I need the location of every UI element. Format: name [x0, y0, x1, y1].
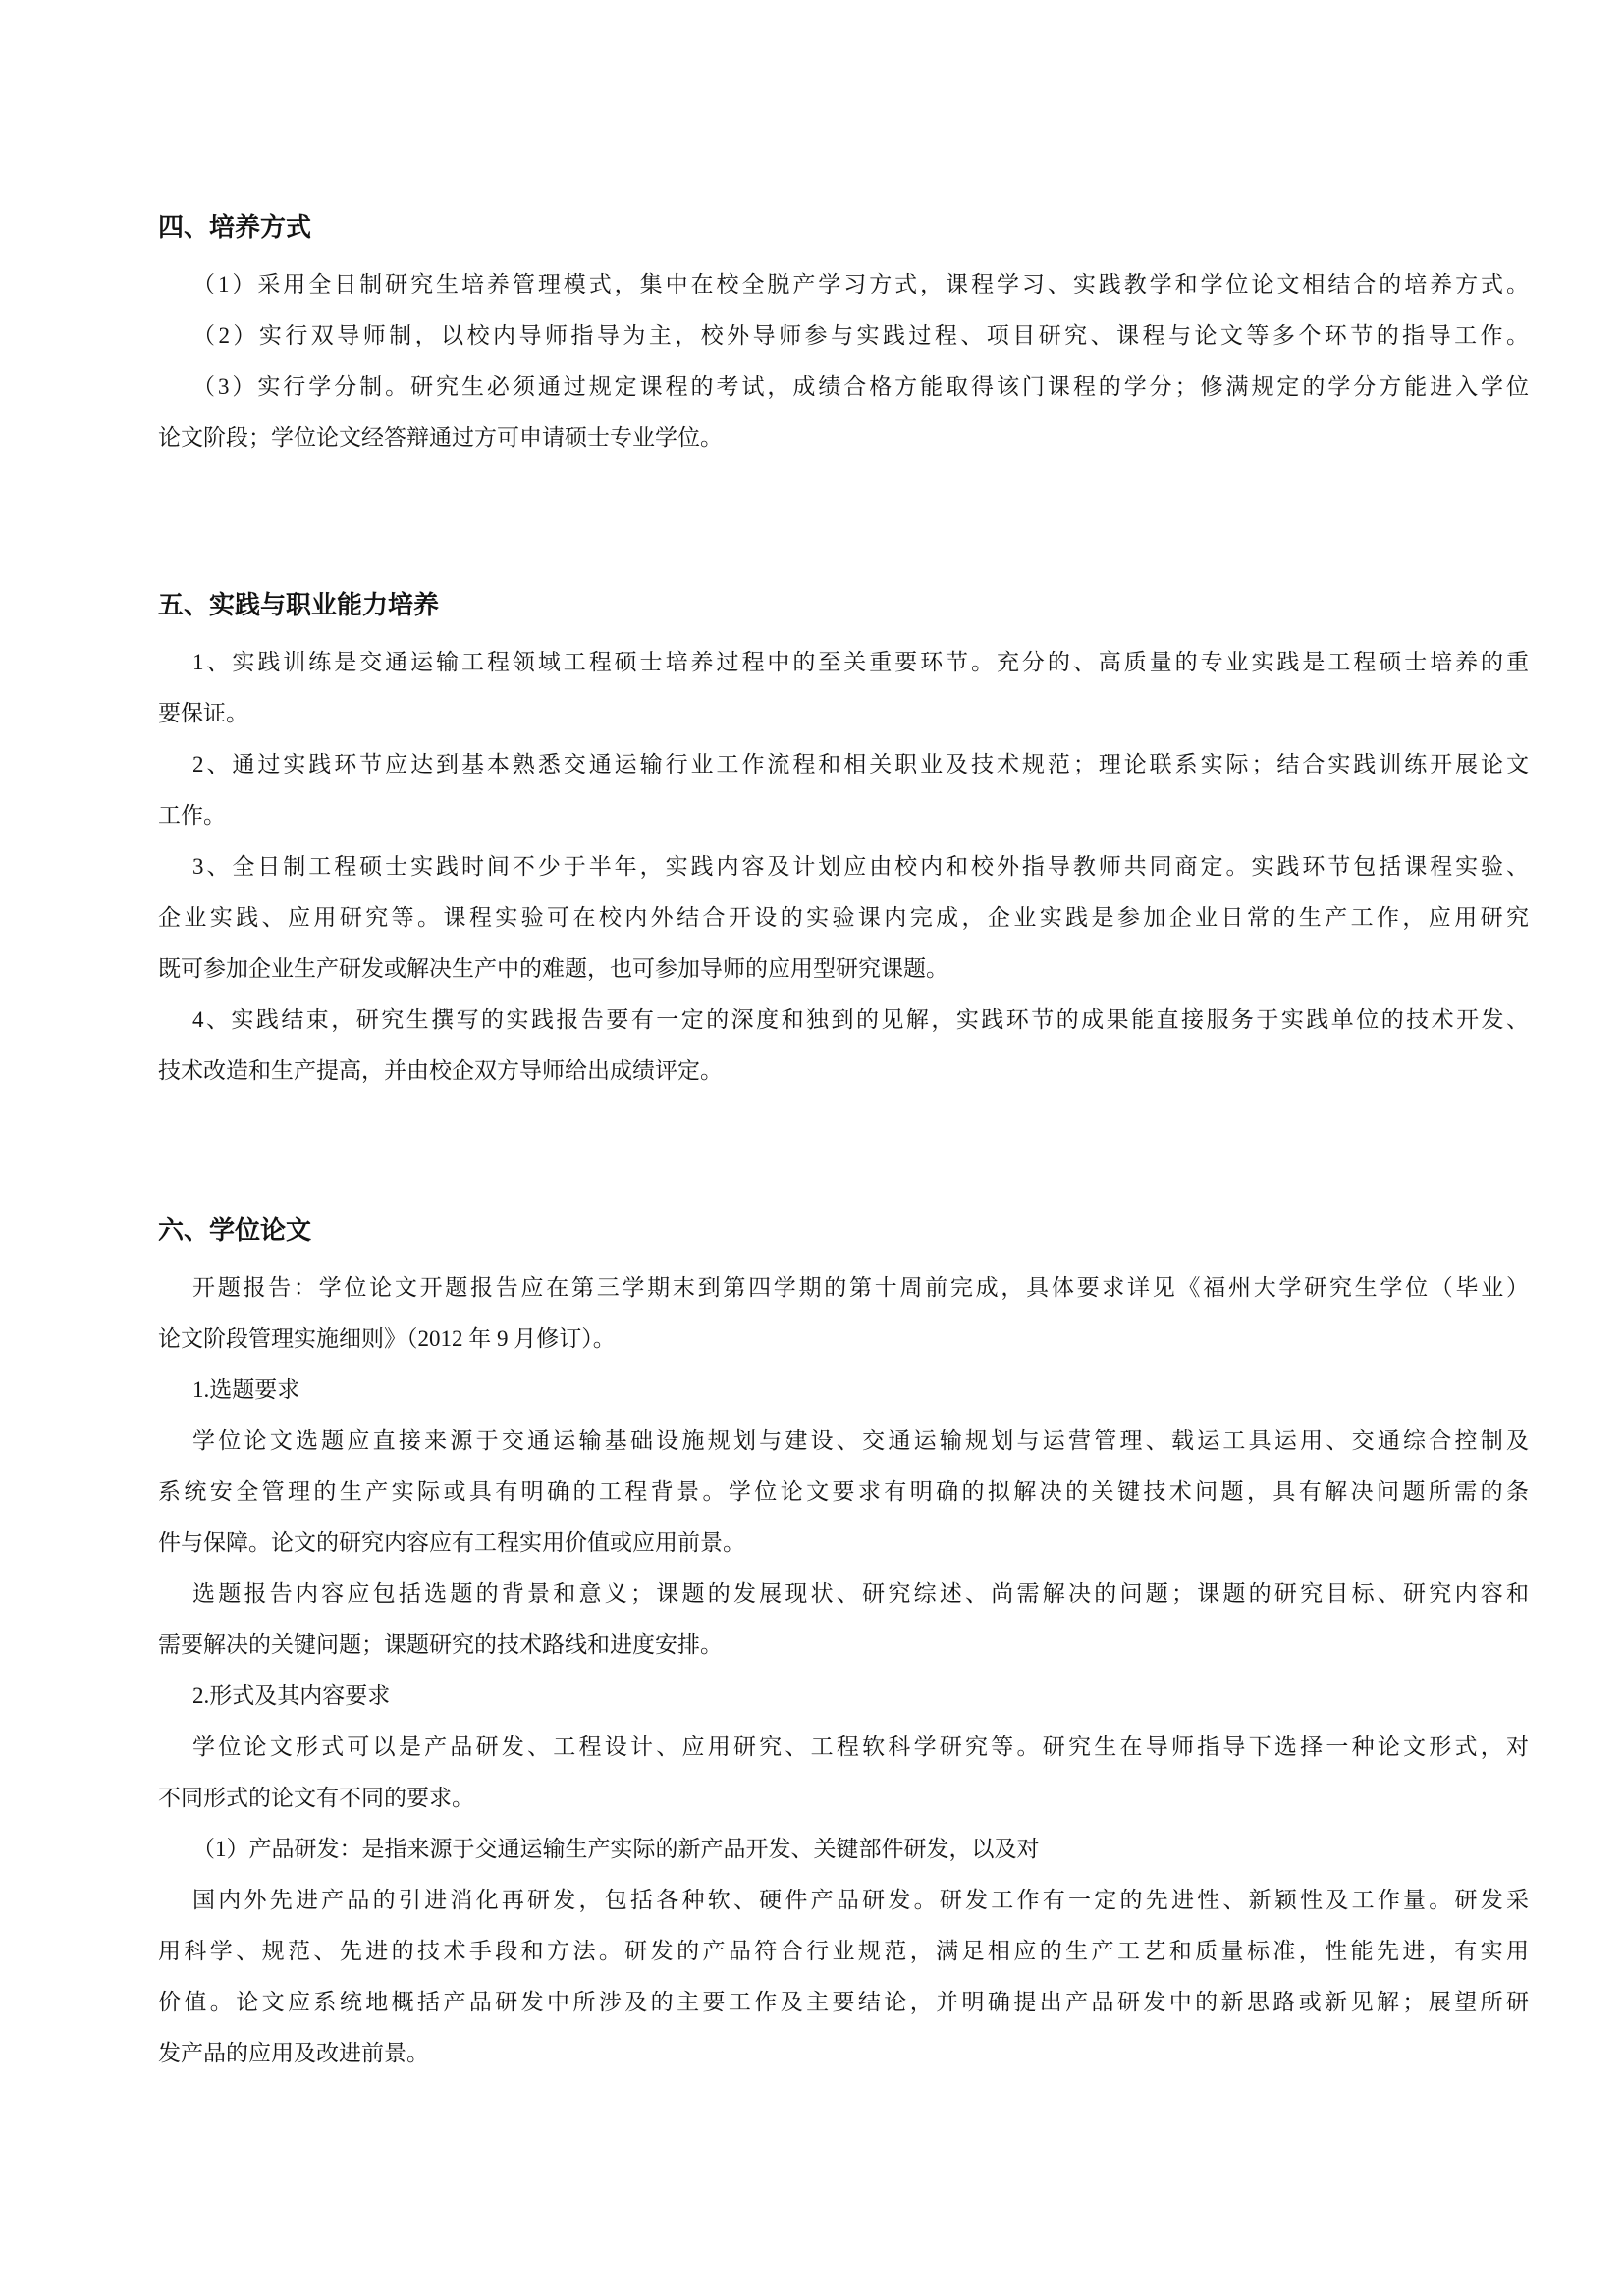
text-line: 学位论文选题应直接来源于交通运输基础设施规划与建设、交通运输规划与运营管理、载运工具运用、交通综合控制及	[192, 1428, 1529, 1453]
section-sec-5	[158, 580, 1529, 1096]
section-sec-6	[158, 1205, 1529, 2079]
text-line: （1）采用全日制研究生培养管理模式，集中在校全脱产学习方式，课程学习、实践教学和学位论文相结合的培养方式。	[192, 272, 1529, 296]
paragraph	[158, 637, 1529, 739]
text-line: 用科学、规范、先进的技术手段和方法。研发的产品符合行业规范，满足相应的生产工艺和质量标准，性能先进，有实用	[158, 1939, 1529, 1963]
section-heading: 四、培养方式	[158, 213, 312, 241]
text-line: 4、实践结束，研究生撰写的实践报告要有一定的深度和独到的见解，实践环节的成果能直接服务于实践单位的技术开发、	[192, 1007, 1529, 1032]
text-line: 2、通过实践环节应达到基本熟悉交通运输行业工作流程和相关职业及技术规范；理论联系实际；结合实践训练开展论文	[192, 752, 1529, 776]
section-heading: 五、实践与职业能力培养	[158, 591, 440, 619]
text-line: 企业实践、应用研究等。课程实验可在校内外结合开设的实验课内完成，企业实践是参加企业日常的生产工作，应用研究	[158, 905, 1529, 930]
text-line: 需要解决的关键问题；课题研究的技术路线和进度安排。	[158, 1632, 723, 1657]
paragraph	[158, 1569, 1529, 1671]
section-heading: 六、学位论文	[158, 1216, 312, 1245]
text-line: （3）实行学分制。研究生必须通过规定课程的考试，成绩合格方能取得该门课程的学分；修满规定的学分方能进入学位	[192, 374, 1529, 399]
paragraph	[158, 841, 1529, 994]
paragraph	[158, 1262, 1529, 1364]
paragraph	[158, 259, 1529, 310]
paragraph	[158, 310, 1529, 361]
text-line: 既可参加企业生产研发或解决生产中的难题，也可参加导师的应用型研究课题。	[158, 956, 948, 981]
document-body	[158, 202, 1529, 2079]
text-line: （2）实行双导师制，以校内导师指导为主，校外导师参与实践过程、项目研究、课程与论文等多个环节的指导工作。	[192, 323, 1529, 347]
text-line: 不同形式的论文有不同的要求。	[158, 1786, 474, 1810]
text-line: 国内外先进产品的引进消化再研发，包括各种软、硬件产品研发。研发工作有一定的先进性、新颖性及工作量。研发采	[192, 1888, 1529, 1912]
paragraph	[158, 1875, 1529, 2079]
text-line: （1）产品研发：是指来源于交通运输生产实际的新产品开发、关键部件研发，以及对	[192, 1837, 1040, 1861]
text-line: 件与保障。论文的研究内容应有工程实用价值或应用前景。	[158, 1530, 745, 1555]
paragraph	[158, 1415, 1529, 1569]
text-line: 技术改造和生产提高，并由校企双方导师给出成绩评定。	[158, 1058, 723, 1083]
text-line: 3、全日制工程硕士实践时间不少于半年，实践内容及计划应由校内和校外指导教师共同商定。实践环节包括课程实验、	[192, 854, 1529, 879]
text-line: 系统安全管理的生产实际或具有明确的工程背景。学位论文要求有明确的拟解决的关键技术问题，具有解决问题所需的条	[158, 1479, 1529, 1504]
text-line: 论文阶段；学位论文经答辩通过方可申请硕士专业学位。	[158, 425, 723, 450]
text-line: 1、实践训练是交通运输工程领域工程硕士培养过程中的至关重要环节。充分的、高质量的专业实践是工程硕士培养的重	[192, 650, 1529, 674]
text-line: 2.形式及其内容要求	[192, 1683, 391, 1708]
paragraph	[158, 1671, 1529, 1722]
paragraph	[158, 739, 1529, 841]
text-line: 论文阶段管理实施细则》（2012 年 9 月修订）。	[158, 1326, 616, 1351]
paragraph	[158, 1364, 1529, 1415]
text-line: 开题报告：学位论文开题报告应在第三学期末到第四学期的第十周前完成，具体要求详见《福州大学研究生学位（毕业）	[192, 1275, 1529, 1300]
text-line: 要保证。	[158, 701, 248, 725]
text-line: 工作。	[158, 803, 226, 828]
paragraph	[158, 994, 1529, 1096]
text-line: 发产品的应用及改进前景。	[158, 2041, 429, 2065]
text-line: 1.选题要求	[192, 1377, 300, 1402]
text-line: 学位论文形式可以是产品研发、工程设计、应用研究、工程软科学研究等。研究生在导师指导下选择一种论文形式，对	[192, 1735, 1529, 1759]
text-line: 选题报告内容应包括选题的背景和意义；课题的发展现状、研究综述、尚需解决的问题；课题的研究目标、研究内容和	[192, 1581, 1529, 1606]
section-sec-4	[158, 202, 1529, 463]
paragraph	[158, 1824, 1529, 1875]
text-line: 价值。论文应系统地概括产品研发中所涉及的主要工作及主要结论，并明确提出产品研发中的新思路或新见解；展望所研	[158, 1990, 1529, 2014]
paragraph	[158, 361, 1529, 463]
paragraph	[158, 1722, 1529, 1824]
